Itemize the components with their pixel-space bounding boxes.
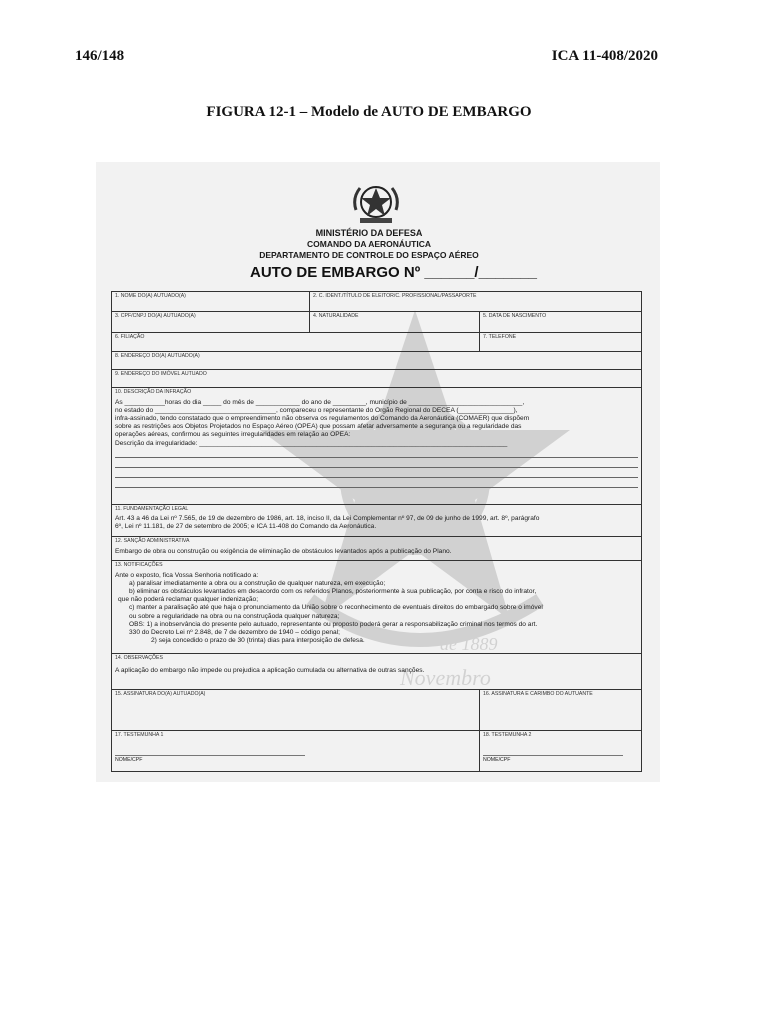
blank-line[interactable]: [115, 458, 638, 468]
field-14-observations: 14. OBSERVAÇÕES A aplicação do embargo não impede ou prejudica a aplicação cumulada ou alternativa de outras sanções.: [112, 654, 642, 690]
description-line-5: operações aéreas, confirmou as seguintes irregularidades em relação ao OPEA:: [115, 431, 351, 439]
form-title: AUTO DE EMBARGO Nº ______/_______: [250, 264, 537, 281]
notification-line-3: b) eliminar os obstáculos levantados em desacordo com os referidos Planos, posteriormente à sua publicação, por conta e risco do infrator,: [129, 587, 537, 595]
blank-line[interactable]: [115, 478, 638, 488]
command-name: COMANDO DA AERONÁUTICA: [306, 239, 432, 249]
notification-line-8: 330 do Decreto Lei nº 2.848, de 7 de dezembro de 1940 – código penal;: [129, 629, 340, 637]
seal-text-2: de 1889: [440, 634, 498, 654]
field-9[interactable]: 9. ENDEREÇO DO IMÓVEL AUTUADO: [112, 370, 642, 388]
description-line-2: no estado do _________________________________, compareceu o representante do Órgão Regional do DECEA (_______________),: [115, 406, 518, 414]
notification-line-4: que não poderá reclamar qualquer indenização;: [118, 596, 259, 604]
field-18-witness-2[interactable]: 18. TESTEMUNHA 2 NOME/CPF: [480, 731, 642, 772]
nome-cpf-label: NOME/CPF: [483, 755, 623, 764]
auto-de-embargo-form: [111, 291, 642, 772]
field-1[interactable]: 1. NOME DO(A) AUTUADO(A): [112, 292, 310, 312]
description-line-6: Descrição da irregularidade: ____________________________________________________________________________________: [115, 439, 508, 447]
sanction-text: Embargo de obra ou construção ou exigência de eliminação de obstáculos levantados após a publicação do Plano.: [115, 547, 452, 555]
notification-line-6: ou sobre a regularidade na obra ou na construçãoda qualquer natureza;: [129, 612, 340, 620]
notification-line-5: c) manter a paralisação até que haja o pronunciamento da União sobre o reconhecimento de eventuais direitos do embargado sobre o imóvel: [129, 604, 543, 612]
blank-line[interactable]: [115, 448, 638, 458]
field-8[interactable]: 8. ENDEREÇO DO(A) AUTUADO(A): [112, 352, 642, 370]
field-16-signature-autuante[interactable]: 16. ASSINATURA E CARIMBO DO AUTUANTE: [480, 690, 642, 731]
figure-title: FIGURA 12-1 – Modelo de AUTO DE EMBARGO: [206, 104, 532, 120]
observations-text: A aplicação do embargo não impede ou prejudica a aplicação cumulada ou alternativa de outras sanções.: [115, 666, 425, 674]
nome-cpf-label: NOME/CPF: [115, 755, 305, 764]
description-line-3: infra-assinado, tendo constatado que o empreendimento não observa os regulamentos do Comando da Aeronáutica (COMAER) que dispõem: [115, 414, 530, 422]
field-3[interactable]: 3. CPF/CNPJ DO(A) AUTUADO(A): [112, 312, 310, 333]
notification-line-7: OBS: 1) a inobservância do presente pelo autuado, representante ou proposto poderá gerar a responsabilização criminal nos termos do art.: [129, 620, 538, 628]
field-4[interactable]: 4. NATURALIDADE: [310, 312, 480, 333]
document-code: ICA 11-408/2020: [551, 48, 658, 64]
ministry-name: MINISTÉRIO DA DEFESA: [315, 228, 423, 238]
field-13-notifications: 13. NOTIFICAÇÕES Ante o exposto, fica Vossa Senhoria notificado a: a) paralisar imediatamente a obra ou a construção de qualquer natureza, em execução; b) eliminar os obstáculos levantados em desacordo com os referidos Planos, posteriormente à sua publicação, por conta e risco do infrator, que não poderá reclamar qualquer indenização; c) manter a paralisação até que haja o pronunciamento da União sobre o reconhecimento de eventuais direitos do embargado sobre o imóvel ou sobre a regularidade na obra ou na construçãoda qualquer natureza; OBS: 1) a inobservância do presente pelo autuado, representante ou proposto poderá gerar a responsabilização criminal nos termos do art. 330 do Decreto Lei nº 2.848, de 7 de dezembro de 1940 – código penal; 2) seja concedido o prazo de 30 (trinta) dias para interposição de defesa.: [112, 561, 642, 654]
field-2[interactable]: 2. C. IDENT./TÍTULO DE ELEITOR/C. PROFISSIONAL/PASSAPORTE: [310, 292, 642, 312]
field-5[interactable]: 5. DATA DE NASCIMENTO: [480, 312, 642, 333]
notification-line-9: 2) seja concedido o prazo de 30 (trinta) dias para interposição de defesa.: [151, 637, 365, 645]
field-6[interactable]: 6. FILIAÇÃO: [112, 333, 480, 352]
field-10-description[interactable]: 10. DESCRIÇÃO DA INFRAÇÃO Às ___________horas do dia _____ do mês de ____________ do ano de _________, município de _______________________________, no estado do _________________________________, compareceu o representante do Órgão Regional do DECEA (_______________), infra-assinado, tendo constatado que o empreendimento não observa os regulamentos do Comando da Aeronáutica (COMAER) que dispõem sobre as restrições aos Objetos Projetados no Espaço Aéreo (OPEA) que possam afetar adversamente a segurança ou a regularidade das operações aéreas, confirmou as seguintes irregularidades em relação ao OPEA: Descrição da irregularidade: ____________________________________________________________________________________: [112, 388, 642, 505]
notification-line-2: a) paralisar imediatamente a obra ou a construção de qualquer natureza, em execução;: [129, 579, 386, 587]
legal-basis-line-2: 6º, Lei nº 11.181, de 27 de setembro de 2005; e ICA 11-408 do Comando da Aeronáutica.: [115, 522, 377, 530]
field-11-legal-basis: 11. FUNDAMENTAÇÃO LEGAL Art. 43 a 46 da Lei nº 7.565, de 19 de dezembro de 1986, art. 18, inciso II, da Lei Complementar nº 97, de 09 de junho de 1999, art. 8º, parágrafo 6º, Lei nº 11.181, de 27 de setembro de 2005; e ICA 11-408 do Comando da Aeronáutica.: [112, 505, 642, 537]
field-7[interactable]: 7. TELEFONE: [480, 333, 642, 352]
field-15-signature-autuado[interactable]: 15. ASSINATURA DO(A) AUTUADO(A): [112, 690, 480, 731]
department-name: DEPARTAMENTO DE CONTROLE DO ESPAÇO AÉREO: [259, 250, 479, 260]
page-number: 146/148: [75, 48, 125, 64]
seal-text-1: Novembro: [400, 665, 491, 690]
legal-basis-line-1: Art. 43 a 46 da Lei nº 7.565, de 19 de dezembro de 1986, art. 18, inciso II, da Lei Complementar nº 97, de 09 de junho de 1999, art. 8º, parágrafo: [115, 514, 540, 522]
blank-line[interactable]: [115, 468, 638, 478]
field-17-witness-1[interactable]: 17. TESTEMUNHA 1 NOME/CPF: [112, 731, 480, 772]
description-line-4: sobre as restrições aos Objetos Projetados no Espaço Aéreo (OPEA) que possam afetar adversamente a segurança ou a regularidade das: [115, 423, 522, 431]
coat-of-arms-icon: [350, 180, 402, 226]
field-12-sanction: 12. SANÇÃO ADMINISTRATIVA Embargo de obra ou construção ou exigência de eliminação de obstáculos levantados após a publicação do Plano.: [112, 537, 642, 561]
notification-line-1: Ante o exposto, fica Vossa Senhoria notificado a:: [115, 571, 259, 579]
description-line-1: Às ___________horas do dia _____ do mês de ____________ do ano de _________, município de _______________________________,: [115, 398, 525, 406]
